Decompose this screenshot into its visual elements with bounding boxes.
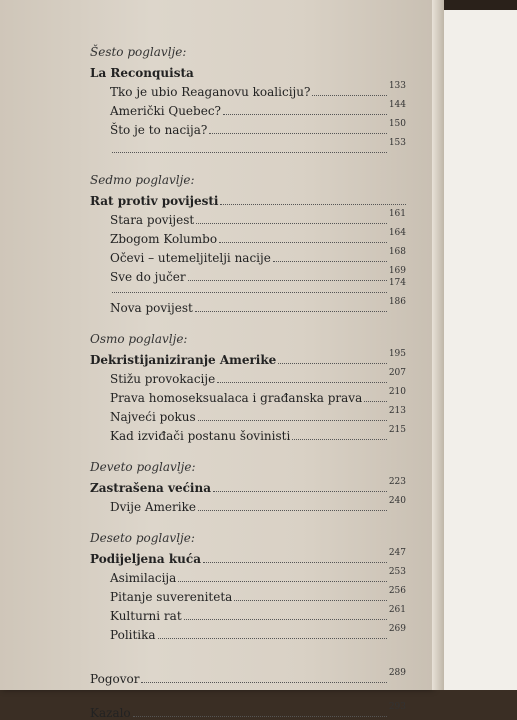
chapter-title: La Reconquista [90, 66, 194, 80]
toc-entry [90, 296, 406, 315]
entry-title: Prava homoseksualaca i građanska prava [110, 391, 363, 405]
dot-leader [364, 400, 387, 402]
chapter-8 [90, 331, 406, 443]
entry-title: Pogovor [90, 672, 140, 686]
dot-leader [278, 362, 386, 364]
dot-leader [112, 151, 387, 153]
dot-leader [273, 260, 387, 262]
background-corner [444, 0, 517, 10]
toc-entry [90, 137, 406, 156]
entry-title: Asimilacija [110, 571, 177, 585]
dot-leader [178, 580, 387, 582]
page-number: 161 [388, 209, 406, 219]
page-number: 133 [388, 81, 406, 91]
chapter-label: Sedmo poglavlje: [90, 173, 195, 187]
toc-entry [90, 80, 406, 99]
toc-entry-pogovor [90, 658, 406, 686]
page-number: 168 [388, 247, 406, 257]
page-number: 293 [388, 702, 406, 712]
page-number: 195 [388, 349, 406, 359]
page-number: 240 [388, 496, 406, 506]
facing-page [444, 10, 517, 690]
entry-title: Kazalo [90, 706, 131, 720]
entry-title: Stižu provokacije [110, 372, 216, 386]
dot-leader [198, 419, 387, 421]
dot-leader [158, 637, 387, 639]
page-number: 210 [388, 387, 406, 397]
toc-entry [90, 227, 406, 246]
entry-title: Sve do jučer [110, 270, 186, 284]
chapter-title-row [90, 189, 406, 208]
entry-title: Pitanje suvereniteta [110, 590, 233, 604]
dot-leader [223, 113, 387, 115]
dot-leader [141, 681, 386, 683]
chapter-title: Dekristijaniziranje Amerike [90, 353, 277, 367]
toc-entry [90, 623, 406, 642]
dot-leader [133, 715, 387, 717]
table-of-contents [90, 44, 406, 720]
entry-title: Politika [110, 628, 156, 642]
chapter-title: Zastrašena većina [90, 481, 211, 495]
entry-title: Dvije Amerike [110, 500, 196, 514]
dot-leader [203, 561, 387, 563]
chapter-title-row [90, 476, 406, 495]
dot-leader [198, 509, 387, 511]
dot-leader [209, 132, 386, 134]
toc-entry [90, 604, 406, 623]
entry-title: Tko je ubio Reaganovu koaliciju? [110, 85, 311, 99]
page-number: 256 [388, 586, 406, 596]
dot-leader [219, 241, 387, 243]
dot-leader [112, 291, 387, 293]
entry-title: Najveći pokus [110, 410, 196, 424]
chapter-10 [90, 530, 406, 642]
toc-entry [90, 566, 406, 585]
page-number: 150 [388, 119, 406, 129]
page-number: 215 [388, 425, 406, 435]
toc-entry [90, 118, 406, 137]
page-number: 289 [388, 668, 406, 678]
entry-title: Stara povijest [110, 213, 195, 227]
page-number: 186 [388, 297, 406, 307]
entry-title: Kad izviđači postanu šovinisti [110, 429, 291, 443]
page-number: 169 [388, 266, 406, 276]
entry-title: Američki Quebec? [110, 104, 221, 118]
dot-leader [195, 310, 387, 312]
page-number: 207 [388, 368, 406, 378]
chapter-9 [90, 459, 406, 514]
chapter-label: Osmo poglavlje: [90, 332, 188, 346]
dot-leader [188, 279, 387, 281]
chapter-title-row [90, 348, 406, 367]
toc-entry [90, 424, 406, 443]
chapter-title-row [90, 547, 406, 566]
chapter-label: Šesto poglavlje: [90, 45, 187, 59]
chapter-label: Deveto poglavlje: [90, 460, 196, 474]
entry-title: Nova povijest [110, 301, 193, 315]
page-number: 153 [388, 138, 406, 148]
page-number: 144 [388, 100, 406, 110]
page-number: 247 [388, 548, 406, 558]
page-number: 164 [388, 228, 406, 238]
dot-leader [217, 381, 387, 383]
toc-entry [90, 246, 406, 265]
page-number: 223 [388, 477, 406, 487]
toc-entry [90, 367, 406, 386]
entry-title: Kulturni rat [110, 609, 182, 623]
entry-title: Zbogom Kolumbo [110, 232, 218, 246]
dot-leader [220, 203, 406, 205]
chapter-title: Podijeljena kuća [90, 552, 201, 566]
dot-leader [196, 222, 387, 224]
toc-entry [90, 495, 406, 514]
toc-entry [90, 386, 406, 405]
chapter-title: Rat protiv povijesti [90, 194, 219, 208]
dot-leader [312, 94, 386, 96]
toc-entry [90, 278, 406, 296]
page-number: 269 [388, 624, 406, 634]
chapter-7 [90, 172, 406, 315]
page-number: 261 [388, 605, 406, 615]
page-number: 253 [388, 567, 406, 577]
toc-entry [90, 585, 406, 604]
toc-entry [90, 208, 406, 227]
toc-entry [90, 99, 406, 118]
dot-leader [184, 618, 387, 620]
page-number: 174 [388, 278, 406, 288]
entry-title: Očevi – utemeljitelji nacije [110, 251, 271, 265]
dot-leader [213, 490, 387, 492]
page-edge [432, 0, 444, 690]
dot-leader [234, 599, 386, 601]
toc-entry-kazalo [90, 692, 406, 720]
chapter-label: Deseto poglavlje: [90, 531, 195, 545]
page-number: 213 [388, 406, 406, 416]
toc-entry [90, 265, 406, 284]
toc-entry [90, 405, 406, 424]
dot-leader [292, 438, 387, 440]
chapter-title-row [90, 61, 406, 80]
entry-title: Što je to nacija? [110, 123, 208, 137]
chapter-6 [90, 44, 406, 156]
